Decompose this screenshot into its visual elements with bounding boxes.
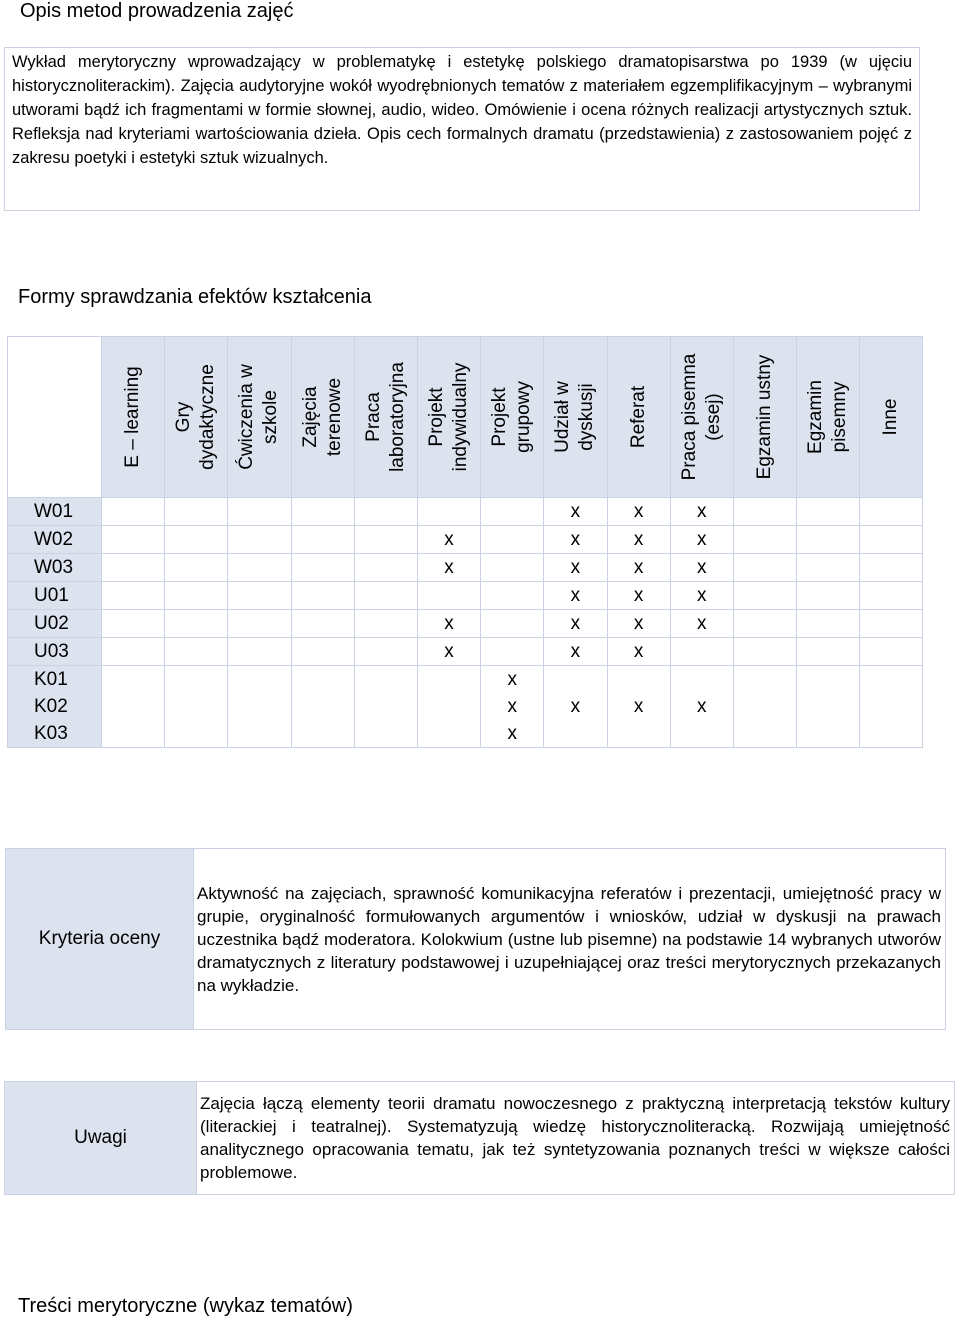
matrix-row-label: U01 [8, 582, 102, 610]
matrix-column-header [481, 337, 544, 498]
matrix-column-header [607, 337, 670, 498]
matrix-column-header [417, 337, 480, 498]
matrix-cell: x [417, 554, 480, 582]
matrix-cell [291, 666, 354, 748]
matrix-cell [354, 582, 417, 610]
matrix-cell: x [544, 582, 607, 610]
matrix-column-header [228, 337, 291, 498]
matrix-cell: x [544, 638, 607, 666]
matrix-cell [797, 526, 860, 554]
matrix-cell [165, 498, 228, 526]
matrix-column-header [291, 337, 354, 498]
matrix-column-label: Ćwiczenia w szkole [236, 364, 282, 470]
methods-description: Wykład merytoryczny wprowadzający w problematykę i estetykę polskiego dramatopisarstwa po 1939 (w ujęciu historycznoliterackim). Zajęcia audytoryjne wokół wyodrębnionych tematów z materiałem egzemplifikacyjnym – wybranymi utworami bądź ich fragmentami w formie słownej, audio, wideo. Omówienie i ocena różnych realizacji artystycznych sztuk. Refleksja nad kryteriami wartościowania dzieła. Opis cech formalnych dramatu (przedstawienia) z zastosowaniem pojęć z zakresu poetyki i estetyki sztuk wizualnych. [4, 47, 920, 211]
matrix-cell [291, 638, 354, 666]
matrix-cell [733, 498, 796, 526]
matrix-cell [417, 582, 480, 610]
matrix-cell: x [607, 526, 670, 554]
matrix-cell: x [607, 666, 670, 748]
remarks-label: Uwagi [5, 1082, 197, 1195]
matrix-cell [481, 610, 544, 638]
matrix-cell: x [670, 554, 733, 582]
matrix-cell [228, 638, 291, 666]
matrix-cell [102, 554, 165, 582]
matrix-column-header [544, 337, 607, 498]
matrix-column-header [860, 337, 923, 498]
matrix-corner-cell [8, 337, 102, 498]
matrix-cell [733, 638, 796, 666]
matrix-cell: x [544, 498, 607, 526]
matrix-cell [291, 554, 354, 582]
matrix-row-label: W01 [8, 498, 102, 526]
matrix-cell [860, 526, 923, 554]
matrix-row [8, 610, 923, 638]
matrix-row-label: U02 [8, 610, 102, 638]
matrix-column-label: Projekt grupowy [489, 381, 535, 453]
matrix-column-header [733, 337, 796, 498]
matrix-cell [228, 554, 291, 582]
matrix-cell: x [607, 610, 670, 638]
matrix-cell: x [670, 498, 733, 526]
matrix-cell [733, 666, 796, 748]
matrix-cell [102, 610, 165, 638]
matrix-cell [102, 498, 165, 526]
matrix-column-header [354, 337, 417, 498]
matrix-column-label: Referat [627, 385, 649, 449]
matrix-header-row [8, 337, 923, 498]
matrix-cell [354, 666, 417, 748]
matrix-cell: x [544, 666, 607, 748]
matrix-cell [481, 554, 544, 582]
matrix-cell [860, 554, 923, 582]
matrix-column-header [102, 337, 165, 498]
matrix-row [8, 582, 923, 610]
matrix-column-header [670, 337, 733, 498]
matrix-cell [417, 666, 480, 748]
matrix-cell [417, 498, 480, 526]
matrix-column-label: Udział w dyskusji [552, 381, 598, 453]
matrix-cell [165, 610, 228, 638]
matrix-cell [481, 582, 544, 610]
matrix-column-header [797, 337, 860, 498]
matrix-cell [165, 554, 228, 582]
matrix-cell [797, 498, 860, 526]
matrix-cell [797, 666, 860, 748]
matrix-cell [797, 638, 860, 666]
matrix-cell [670, 638, 733, 666]
matrix-cell: x x x [481, 666, 544, 748]
matrix-cell [291, 610, 354, 638]
matrix-column-label: Egzamin pisemny [805, 380, 851, 454]
matrix-cell: x [544, 554, 607, 582]
matrix-cell [165, 666, 228, 748]
matrix-cell: x [417, 526, 480, 554]
matrix-cell: x [670, 582, 733, 610]
matrix-row-label: W03 [8, 554, 102, 582]
matrix-cell: x [607, 582, 670, 610]
matrix-column-label: Egzamin ustny [753, 354, 775, 480]
matrix-row [8, 526, 923, 554]
matrix-cell [733, 554, 796, 582]
matrix-cell [354, 554, 417, 582]
matrix-column-label: Praca pisemna (esej) [678, 353, 724, 481]
matrix-cell [291, 526, 354, 554]
matrix-cell: x [607, 498, 670, 526]
section-heading-content: Treści merytoryczne (wykaz tematów) [18, 1295, 353, 1317]
matrix-cell: x [607, 638, 670, 666]
matrix-cell [860, 610, 923, 638]
matrix-cell [228, 610, 291, 638]
matrix-row [8, 666, 923, 748]
matrix-cell [102, 582, 165, 610]
matrix-column-label: Zajęcia terenowe [299, 377, 345, 457]
matrix-row-label: U03 [8, 638, 102, 666]
matrix-cell [354, 526, 417, 554]
matrix-cell [291, 498, 354, 526]
criteria-section [5, 848, 946, 1030]
matrix-column-header [165, 337, 228, 498]
matrix-column-label: Inne [880, 398, 902, 436]
matrix-cell: x [670, 666, 733, 748]
matrix-cell [102, 526, 165, 554]
matrix-cell: x [417, 610, 480, 638]
matrix-row [8, 498, 923, 526]
matrix-column-label: Gry dydaktyczne [173, 364, 219, 470]
matrix-cell: x [670, 526, 733, 554]
matrix-column-label: E – learning [122, 366, 144, 468]
matrix-cell [733, 582, 796, 610]
matrix-cell [860, 666, 923, 748]
matrix-row [8, 638, 923, 666]
matrix-row-label: W02 [8, 526, 102, 554]
matrix-cell [102, 666, 165, 748]
matrix-cell [860, 638, 923, 666]
matrix-cell [797, 610, 860, 638]
remarks-text: Zajęcia łączą elementy teorii dramatu nowoczesnego z praktyczną interpretacją tekstów kultury (literackiej i teatralnej). Systematyzują wiedzę historycznoliteracką. Rozwijają umiejętność analitycznego opracowania tematu, jak też syntetyzowania poznanych treści w większe całości problemowe. [197, 1082, 955, 1195]
section-heading-assessment-forms: Formy sprawdzania efektów kształcenia [18, 286, 372, 308]
matrix-cell [354, 610, 417, 638]
matrix-cell [860, 582, 923, 610]
matrix-cell: x [670, 610, 733, 638]
matrix-cell: x [544, 526, 607, 554]
matrix-cell [228, 526, 291, 554]
matrix-cell [481, 498, 544, 526]
matrix-cell [481, 638, 544, 666]
matrix-row-label: K01 K02 K03 [8, 666, 102, 748]
matrix-cell [102, 638, 165, 666]
matrix-cell [165, 582, 228, 610]
matrix-column-label: Projekt indywidualny [426, 362, 472, 472]
matrix-cell [733, 610, 796, 638]
matrix-cell [733, 526, 796, 554]
matrix-body [8, 498, 923, 748]
matrix-cell [481, 526, 544, 554]
matrix-cell [354, 498, 417, 526]
matrix-cell: x [417, 638, 480, 666]
matrix-cell [291, 582, 354, 610]
assessment-matrix-table [7, 336, 923, 748]
remarks-section [4, 1081, 955, 1195]
matrix-column-label: Praca laboratoryjna [362, 362, 408, 472]
matrix-cell [165, 526, 228, 554]
matrix-cell: x [607, 554, 670, 582]
matrix-cell [354, 638, 417, 666]
criteria-label: Kryteria oceny [6, 849, 194, 1030]
criteria-text: Aktywność na zajęciach, sprawność komunikacyjna referatów i prezentacji, umiejętność pracy w grupie, oryginalność formułowanych argumentów i wniosków, udział w dyskusji na prawach uczestnika bądź moderatora. Kolokwium (ustne lub pisemne) na podstawie 14 wybranych utworów dramatycznych z literatury podstawowej i uzupełniającej oraz treści merytorycznych przekazanych na wykładzie. [194, 849, 946, 1030]
matrix-cell [860, 498, 923, 526]
section-heading-methods: Opis metod prowadzenia zajęć [20, 0, 294, 22]
matrix-cell [797, 582, 860, 610]
matrix-cell [797, 554, 860, 582]
matrix-cell [228, 666, 291, 748]
matrix-cell [165, 638, 228, 666]
matrix-cell [228, 498, 291, 526]
matrix-cell: x [544, 610, 607, 638]
matrix-cell [228, 582, 291, 610]
matrix-row [8, 554, 923, 582]
